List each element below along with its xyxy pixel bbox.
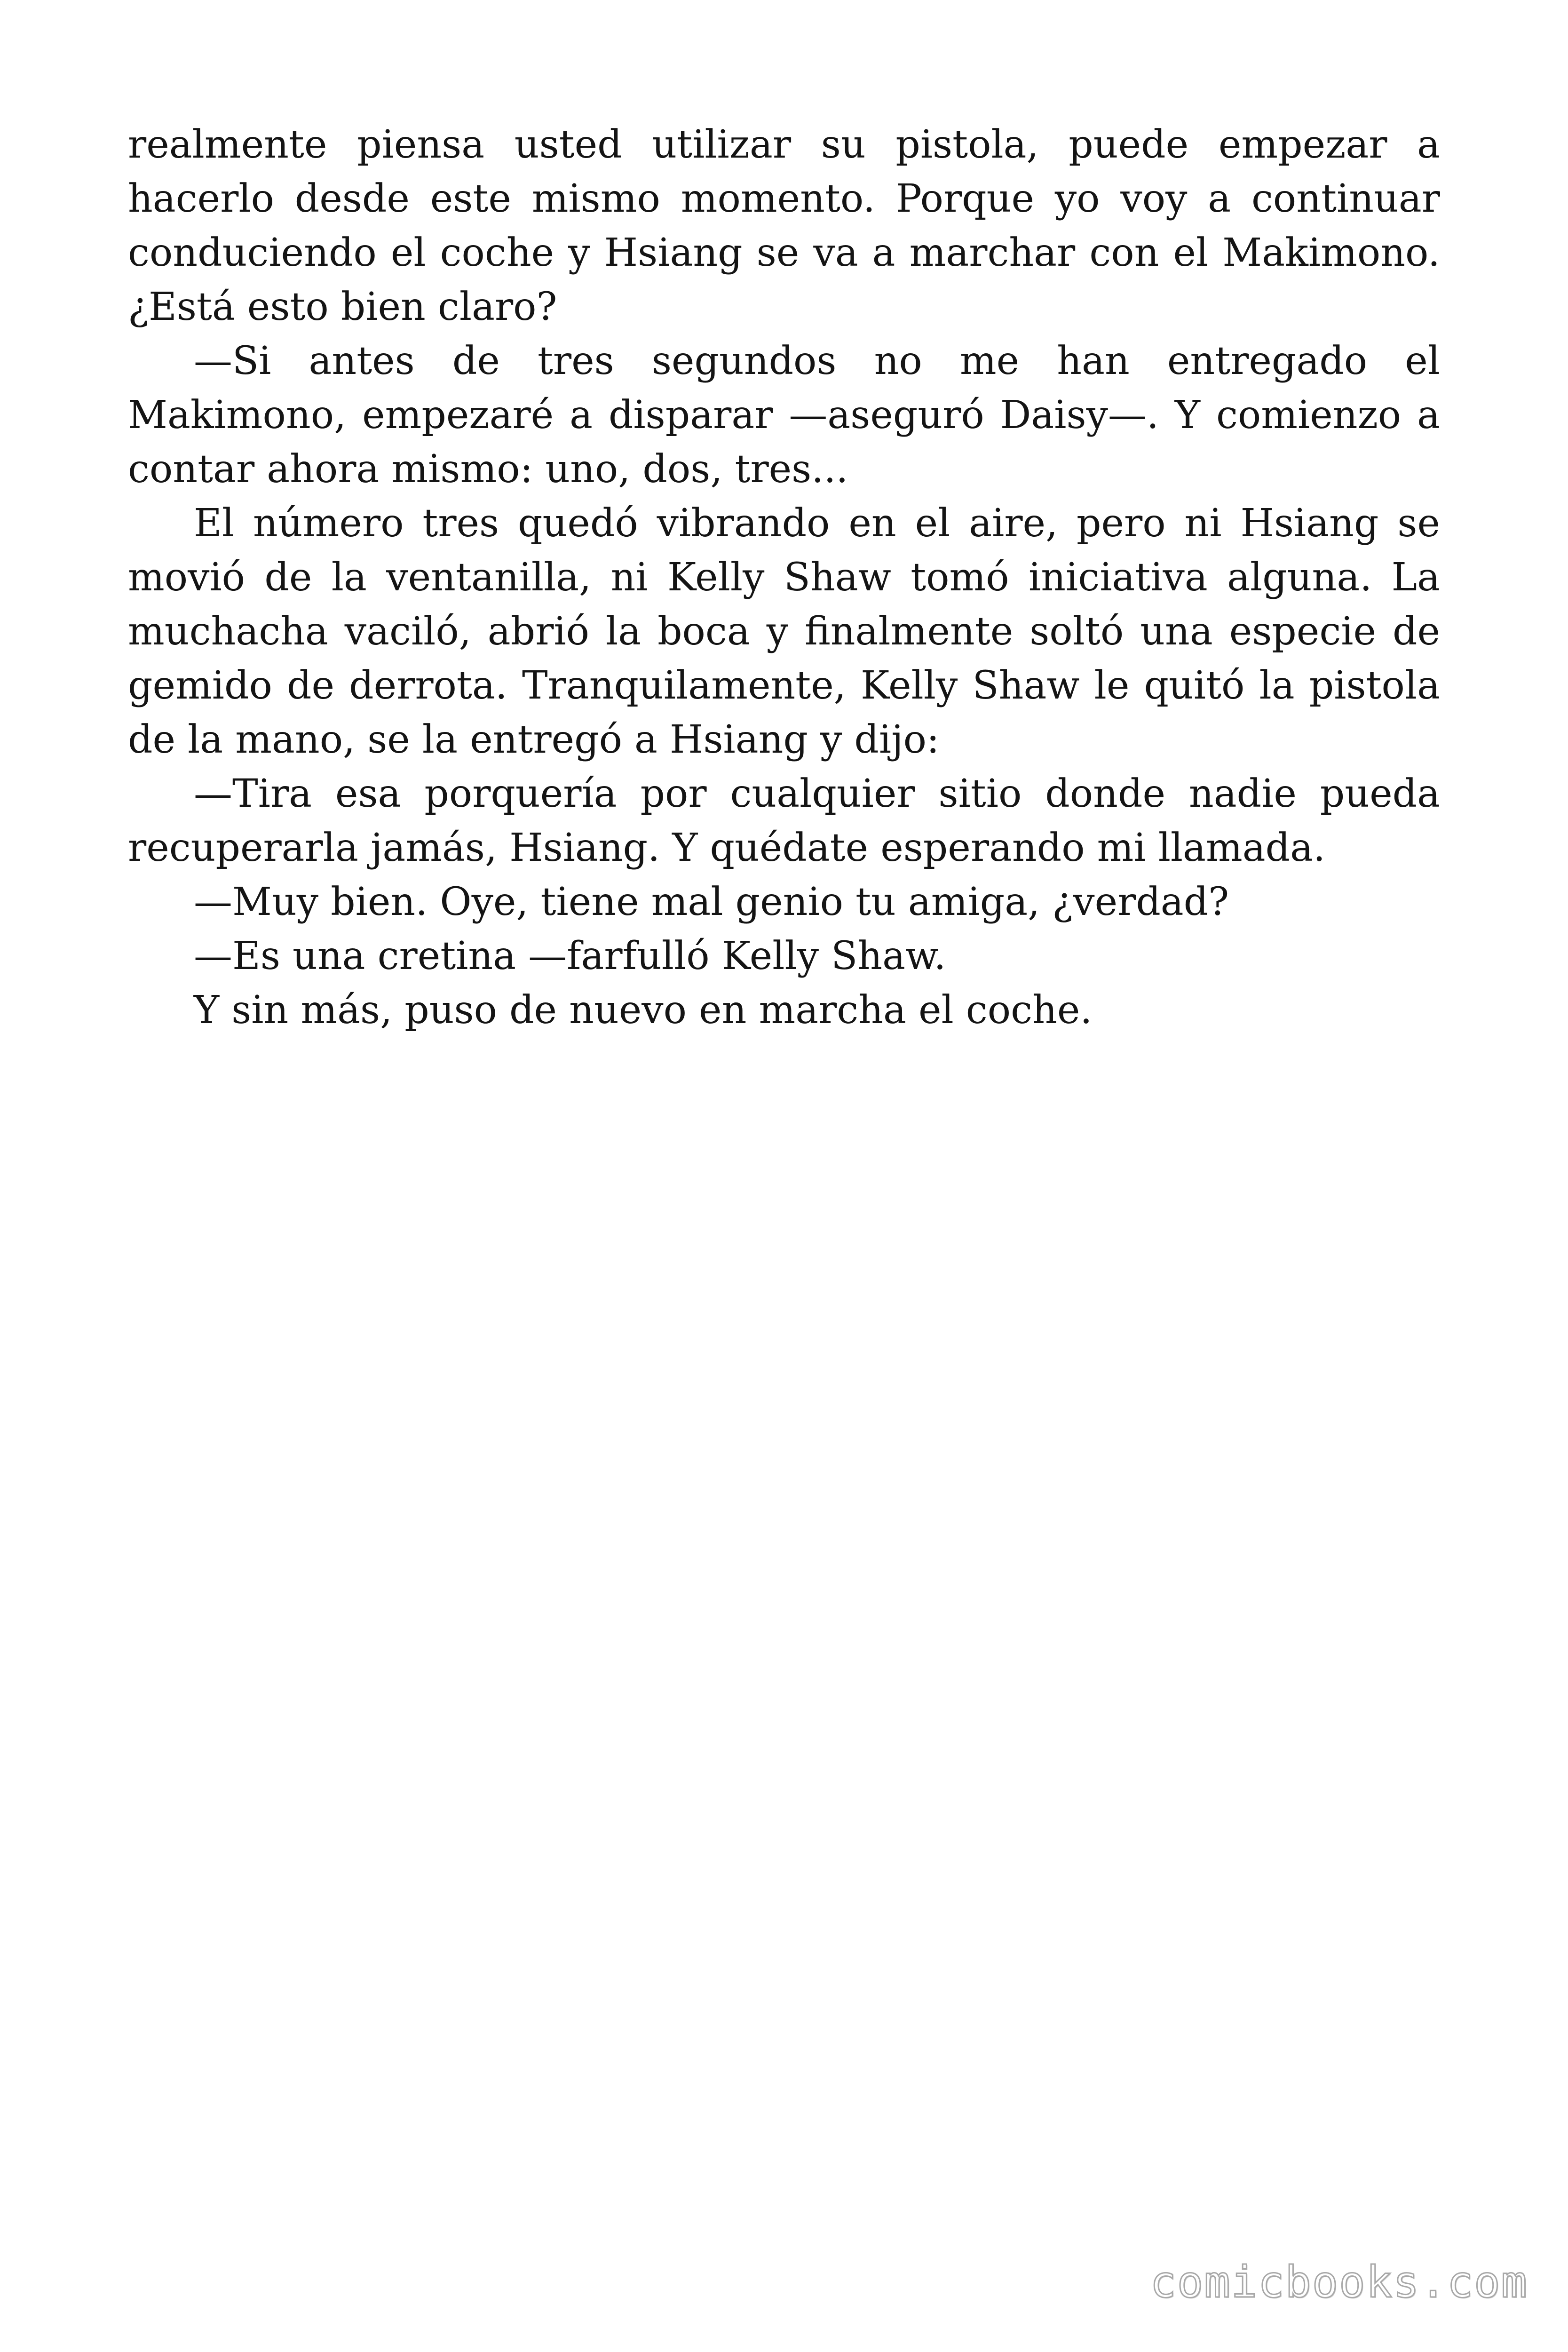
paragraph-6: —Es una cretina —farfulló Kelly Shaw. (194, 934, 946, 978)
paragraph-4: —Tira esa porquería por cualquier sitio donde nadie pueda recuperarla jamás, Hsiang. Y quédate esperando mi llamada. (128, 771, 1440, 870)
watermark: comicbooks.com (1150, 2257, 1528, 2307)
paragraph-7: Y sin más, puso de nuevo en marcha el coche. (194, 988, 1093, 1033)
paragraph-5: —Muy bien. Oye, tiene mal genio tu amiga, ¿verdad? (194, 880, 1229, 924)
paragraph-1: realmente piensa usted utilizar su pistola, puede empezar a hacerlo desde este mismo momento. Porque yo voy a continuar conduciendo el coche y Hsiang se va a marchar con el Makimono. ¿Está esto bien claro? (128, 122, 1440, 329)
page-body (128, 118, 1440, 1037)
paragraph-3: El número tres quedó vibrando en el aire, pero ni Hsiang se movió de la ventanilla, ni Kelly Shaw tomó iniciativa alguna. La muchacha vaciló, abrió la boca y finalmente soltó una especie de gemido de derrota. Tranquilamente, Kelly Shaw le quitó la pistola de la mano, se la entregó a Hsiang y dijo: (128, 501, 1440, 762)
paragraph-2: —Si antes de tres segundos no me han entregado el Makimono, empezaré a disparar —aseguró Daisy—. Y comienzo a contar ahora mismo: uno, dos, tres... (128, 339, 1440, 492)
